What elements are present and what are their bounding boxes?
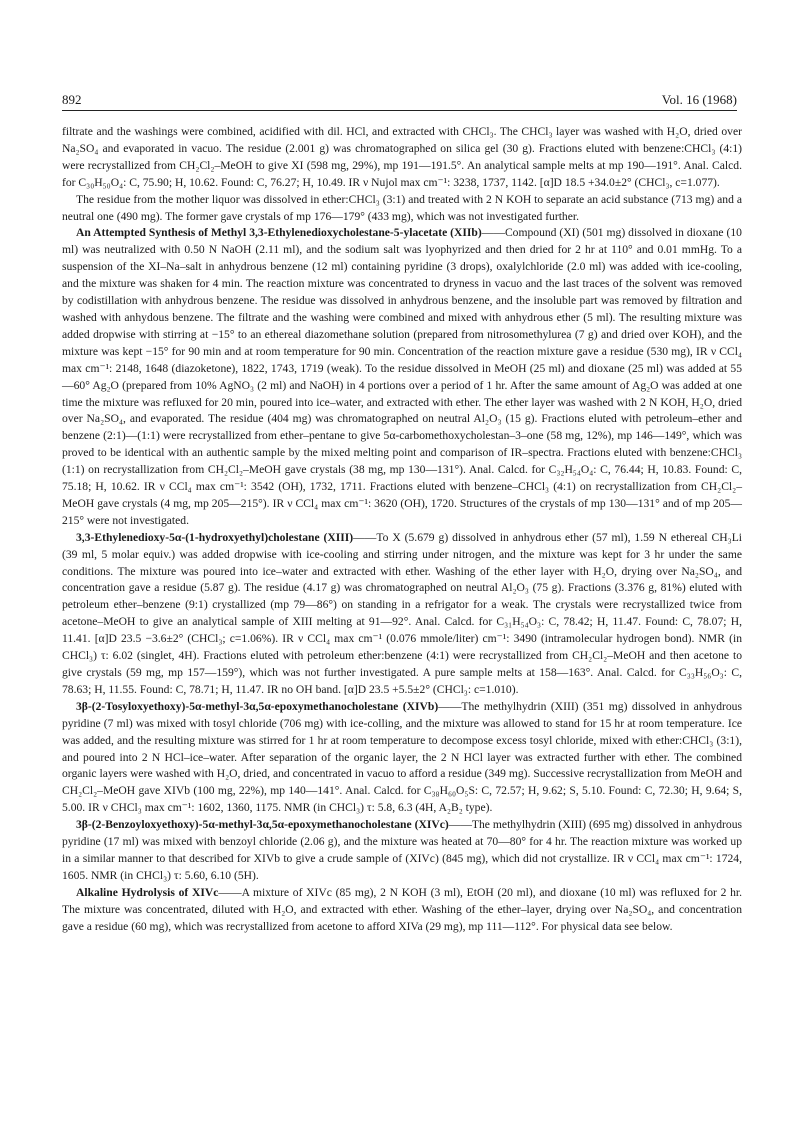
paragraph-6	[62, 817, 742, 885]
paragraph-5	[62, 699, 742, 817]
paragraph-2	[62, 192, 742, 226]
volume-info: Vol. 16 (1968)	[661, 92, 737, 107]
paragraph-2-text: The residue from the mother liquor was dissolved in ether:CHCl₃ (3:1) and treated with 2 N KOH to separate an acid substance (713 mg) and a neutral one (490 mg). The former gave crystals of mp 176—179° (433 mg), which was not investigated further.	[62, 192, 742, 223]
section-heading-xiib: An Attempted Synthesis of Methyl 3,3-Ethylenedioxycholestane-5-ylacetate (XIIb)	[76, 226, 482, 240]
section-heading-hydrolysis: Alkaline Hydrolysis of XIVc	[76, 885, 219, 899]
paragraph-4	[62, 530, 742, 699]
paragraph-3-text: ——Compound (XI) (501 mg) dissolved in dioxane (10 ml) was neutralized with 0.50 N NaOH (2.11 ml), and the sodium salt was lyophyrized and then dried for 2 hr at 110° and 0.01 mmHg. To a suspension of the XI–Na–salt in anhydrous benzene (12 ml) containing pyridine (3 drops), oxalylchloride (2.0 ml) was added with ice-cooling, and the mixture was shaken for 4 min. The reaction mixture was concentrated to dryness in vacuo and the last traces of the solvent was removed by codistillation with anhydrous benzene. The residue was dissolved in anhydrous benzene, and the insoluble part was removed by filtration and washed with anhydous benzene. The filtrate and the washing were combined and mixed with anhydrous ether (5 ml). The resulting mixture was added dropwise with stirring at −15° to an ethereal diazomethane solution (prepared from nitrosomethylurea (7 g) and dried over KOH), and the mixture was kept −15° for 90 min and at room temperature for 90 min. Concentration of the reaction mixture gave a residue (530 mg), IR ν CCl₄ max cm⁻¹: 2148, 1648 (diazoketone), 1822, 1743, 1719 (weak). To the residue dissolved in MeOH (25 ml) and dioxane (25 ml) was added at 55—60° Ag₂O (prepared from 10% AgNO₃ (2 ml) and NaOH) in 4 portions over a period of 1 hr. After the same amount of Ag₂O was added at one time the mixture was refluxed for 20 min, poured into ice–water, and extracted with ether. The ether layer was washed with 2 N KOH, H₂O, dried over Na₂SO₄, and evaporated. The residue (404 mg) was chromatographed on neutral Al₂O₃ (15 g). Fractions eluted with petroleum–ether and benzene (2:1)—(1:1) were recrystallized from ether–pentane to give 5α-carbomethoxycholestan–3–one (58 mg, 12%), mp 146—149°, which was proved to be identical with an authentic sample by the mixed melting point and comparison of IR–spectra. Fractions eluted with benzene:CHCl₃ (1:1) on recrystallization from CH₂Cl₂–MeOH gave crystals (38 mg, mp 130—131°). Anal. Calcd. for C₃₂H₅₄O₄: C, 76.44; H, 10.83. Found: C, 75.18; H, 10.62. IR ν CCl₄ max cm⁻¹: 3542 (OH), 1732, 1711. Fractions eluted with benzene–CHCl₃ (4:1) on recrystallization from CH₂Cl₂–MeOH gave crystals (4 mg, mp 205—215°). IR ν CCl₄ max cm⁻¹: 3620 (OH), 1720. Structures of the crystals of mp 130—131° and of mp 205—215° were not investigated.	[62, 226, 742, 527]
section-heading-xiii: 3,3-Ethylenedioxy-5α-(1-hydroxyethyl)cholestane (XIII)	[76, 530, 354, 544]
paragraph-3	[62, 225, 742, 529]
section-heading-xivc: 3β-(2-Benzoyloxyethoxy)-5α-methyl-3α,5α-epoxymethanocholestane (XIVc)	[76, 818, 449, 832]
section-heading-xivb: 3β-(2-Tosyloxyethoxy)-5α-methyl-3α,5α-epoxymethanocholestane (XIVb)	[76, 699, 439, 713]
paragraph-6-text: ——The methylhydrin (XIII) (695 mg) dissolved in anhydrous pyridine (17 ml) was mixed with benzoyl chloride (2.06 g), and the mixture was heated at 70—80° for 4 hr. The reaction mixture was worked up in a similar manner to that described for XIVb to give a crude sample of (XIVc) (845 mg), which did not crystallize. IR ν CCl₄ max cm⁻¹: 1724, 1605. NMR (in CHCl₃) τ: 5.60, 6.10 (5H).	[62, 818, 742, 882]
paragraph-5-text: ——The methylhydrin (XIII) (351 mg) dissolved in anhydrous pyridine (7 ml) was mixed with tosyl chloride (706 mg) with ice-colling, and the mixture was allowed to stand for 15 hr at room temperature. Ice was added, and the resulting mixture was stirred for 1 hr at room temperature to decompose excess tosyl chloride, mixed with ether:CHCl₃ (3:1), and poured into 2 N HCl–ice–water. After separation of the organic layer, the 2 N HCl layer was extracted further with ether. The combined organic layers were washed with H₂O, dried, and concentrated in vacuo to afford a residue (349 mg). Successive recrystallization from MeOH and CH₂Cl₂–MeOH gave XIVb (100 mg, 22%), mp 140—141°. Anal. Calcd. for C₃₈H₆₀O₅S: C, 72.57; H, 9.62; S, 5.10. Found: C, 72.30; H, 9.64; S, 5.00. IR ν CHCl₃ max cm⁻¹: 1602, 1360, 1175. NMR (in CHCl₃) τ: 5.8, 6.3 (4H, A₂B₂ type).	[62, 699, 742, 815]
page-number: 892	[62, 92, 82, 107]
paragraph-4-text: ——To X (5.679 g) dissolved in anhydrous ether (57 ml), 1.59 N ethereal CH₃Li (39 ml, 5 molar equiv.) was added dropwise with ice-cooling and stirring under nitrogen, and the mixture was kept for 3 hr under the same conditions. The mixture was poured into ice–water and extracted with ether. Washing of the ether layer with H₂O, drying over Na₂SO₄, and concentration gave a residue (5.87 g). The residue (4.17 g) was chromatographed on neutral Al₂O₃ (75 g). Fractions (3.376 g, 81%) eluted with petroleum ether–benzene (9:1) crystallized (mp 79—86°) on standing in a refrigator for a weak. The crystals were recrystallized twice from acetone–MeOH to give an analytical sample of XIII melting at 91—92°. Anal. Calcd. for C₃₁H₅₄O₃: C, 78.42; H, 11.47. Found: C, 78.07; H, 11.41. [α]D 23.5 −3.6±2° (CHCl₃; c=1.06%). IR ν CCl₄ max cm⁻¹ (0.076 mmole/liter) cm⁻¹: 3490 (intramolecular hydrogen bond). NMR (in CHCl₃) τ: 6.02 (singlet, 4H). Fractions eluted with petroleum ether:benzene (4:1) were recrystallized from CH₂Cl₂–MeOH and then acetone to give crystals (59 mg, mp 157—159°), which was not further investigated. A pure sample melts at 158—163°. Anal. Calcd. for C₃₃H₅₆O₃: C, 78.63; H, 11.55. Found: C, 78.71; H, 11.47. IR no OH band. [α]D 23.5 +5.5±2° (CHCl₃: c=1.010).	[62, 530, 742, 696]
paragraph-7	[62, 885, 742, 936]
paragraph-7-text: ——A mixture of XIVc (85 mg), 2 N KOH (3 ml), EtOH (20 ml), and dioxane (10 ml) was refluxed for 2 hr. The mixture was concentrated, diluted with H₂O, and extracted with ether. Washing of the ether–layer, drying over Na₂SO₄, and concentration gave a residue (60 mg), which was recrystallized from acetone to afford XIVa (29 mg), mp 111—112°. For physical data see below.	[62, 885, 743, 933]
body-text	[62, 124, 742, 936]
paragraph-1-text: filtrate and the washings were combined, acidified with dil. HCl, and extracted with CHCl₃. The CHCl₃ layer was washed with H₂O, dried over Na₂SO₄ and evaporated in vacuo. The residue (2.001 g) was chromatographed on silica gel (30 g). Fractions eluted with benzene:CHCl₃ (4:1) were recrystallized from CH₂Cl₂–MeOH to give XI (598 mg, 29%), mp 191—191.5°. An analytical sample melts at mp 190—191°. Anal. Calcd. for C₃₀H₅₀O₄: C, 75.90; H, 10.62. Found: C, 76.27; H, 10.49. IR ν Nujol max cm⁻¹: 3238, 1737, 1142. [α]D 18.5 +34.0±2° (CHCl₃, c=1.077).	[62, 125, 742, 189]
page-header	[62, 90, 737, 111]
paragraph-1	[62, 124, 742, 192]
